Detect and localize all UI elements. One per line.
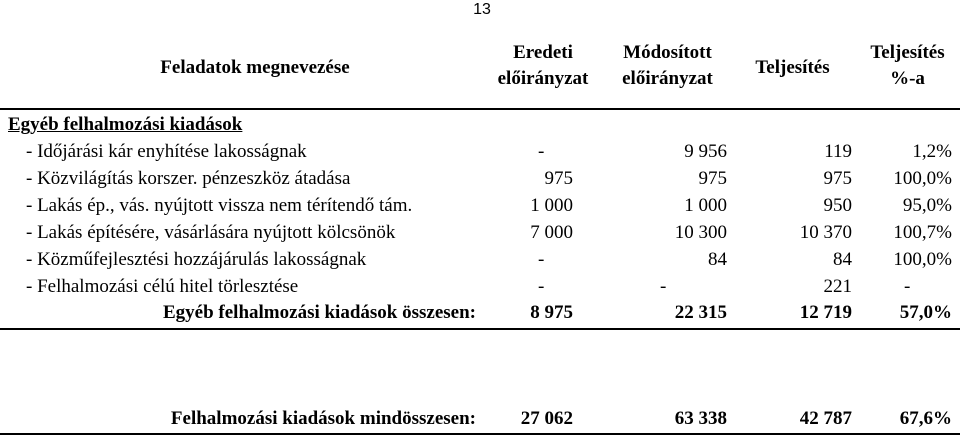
row-percent: 100,7% <box>893 222 952 243</box>
section-title: Egyéb felhalmozási kiadások <box>8 114 243 135</box>
row-modified: 10 300 <box>674 222 727 243</box>
row-modified: 84 <box>708 249 727 270</box>
table-row <box>0 247 960 273</box>
row-label: - Lakás ép., vás. nyújtott vissza nem térítendő tám. <box>26 195 413 216</box>
header-modified-line2: előirányzat <box>622 68 713 89</box>
header-task-name: Feladatok megnevezése <box>160 57 350 78</box>
row-original: 1 000 <box>530 195 573 216</box>
header-original-appropriation <box>478 40 608 92</box>
row-percent: - <box>904 276 911 297</box>
row-percent: 100,0% <box>893 168 952 189</box>
grand-total-original: 27 062 <box>520 408 573 429</box>
header-divider <box>0 108 960 110</box>
grand-total-row <box>0 406 960 432</box>
subtotal-original: 8 975 <box>530 302 573 323</box>
table-row <box>0 220 960 246</box>
header-original-line2: előirányzat <box>497 68 589 89</box>
row-label: - Felhalmozási célú hitel törlesztése <box>26 276 299 297</box>
row-percent: 100,0% <box>893 249 952 270</box>
row-performance: 950 <box>823 195 852 216</box>
row-performance: 84 <box>833 249 852 270</box>
table-row <box>0 166 960 192</box>
row-original: - <box>538 276 545 297</box>
row-label: - Lakás építésére, vásárlására nyújtott kölcsönök <box>26 222 396 243</box>
header-modified-line1: Módosított <box>623 42 712 63</box>
header-pct-line2: %-a <box>890 68 925 89</box>
header-performance: Teljesítés <box>755 57 830 78</box>
table-row <box>0 193 960 219</box>
subtotal-row <box>0 300 960 326</box>
row-original: - <box>538 249 545 270</box>
row-original: 975 <box>544 168 573 189</box>
row-percent: 95,0% <box>902 195 952 216</box>
row-percent: 1,2% <box>912 141 952 162</box>
grand-total-performance: 42 787 <box>799 408 852 429</box>
header-original-line1: Eredeti <box>513 42 573 63</box>
grand-total-label: Felhalmozási kiadások mindösszesen: <box>170 408 476 429</box>
subtotal-label: Egyéb felhalmozási kiadások összesen: <box>163 302 476 323</box>
row-modified: 9 956 <box>684 141 727 162</box>
page-number: 13 <box>473 1 491 18</box>
row-performance: 119 <box>824 141 852 162</box>
row-performance: 975 <box>823 168 852 189</box>
table-row <box>0 139 960 165</box>
row-original: 7 000 <box>530 222 573 243</box>
header-pct-line1: Teljesítés <box>870 42 945 63</box>
subtotal-percent: 57,0% <box>899 302 952 323</box>
subtotal-divider <box>0 328 960 330</box>
row-performance: 10 370 <box>799 222 852 243</box>
subtotal-performance: 12 719 <box>799 302 852 323</box>
bottom-divider <box>0 433 960 435</box>
table-row <box>0 274 960 300</box>
row-label: - Közműfejlesztési hozzájárulás lakosságnak <box>26 249 367 270</box>
row-modified: 975 <box>698 168 727 189</box>
grand-total-percent: 67,6% <box>899 408 952 429</box>
row-label: - Időjárási kár enyhítése lakosságnak <box>26 141 307 162</box>
row-modified: - <box>660 276 667 297</box>
header-performance-percent <box>855 40 960 92</box>
row-label: - Közvilágítás korszer. pénzeszköz átadása <box>26 168 351 189</box>
row-performance: 221 <box>823 276 852 297</box>
grand-total-modified: 63 338 <box>674 408 727 429</box>
row-original: - <box>538 141 545 162</box>
row-modified: 1 000 <box>684 195 727 216</box>
subtotal-modified: 22 315 <box>674 302 727 323</box>
header-modified-appropriation <box>605 40 730 92</box>
